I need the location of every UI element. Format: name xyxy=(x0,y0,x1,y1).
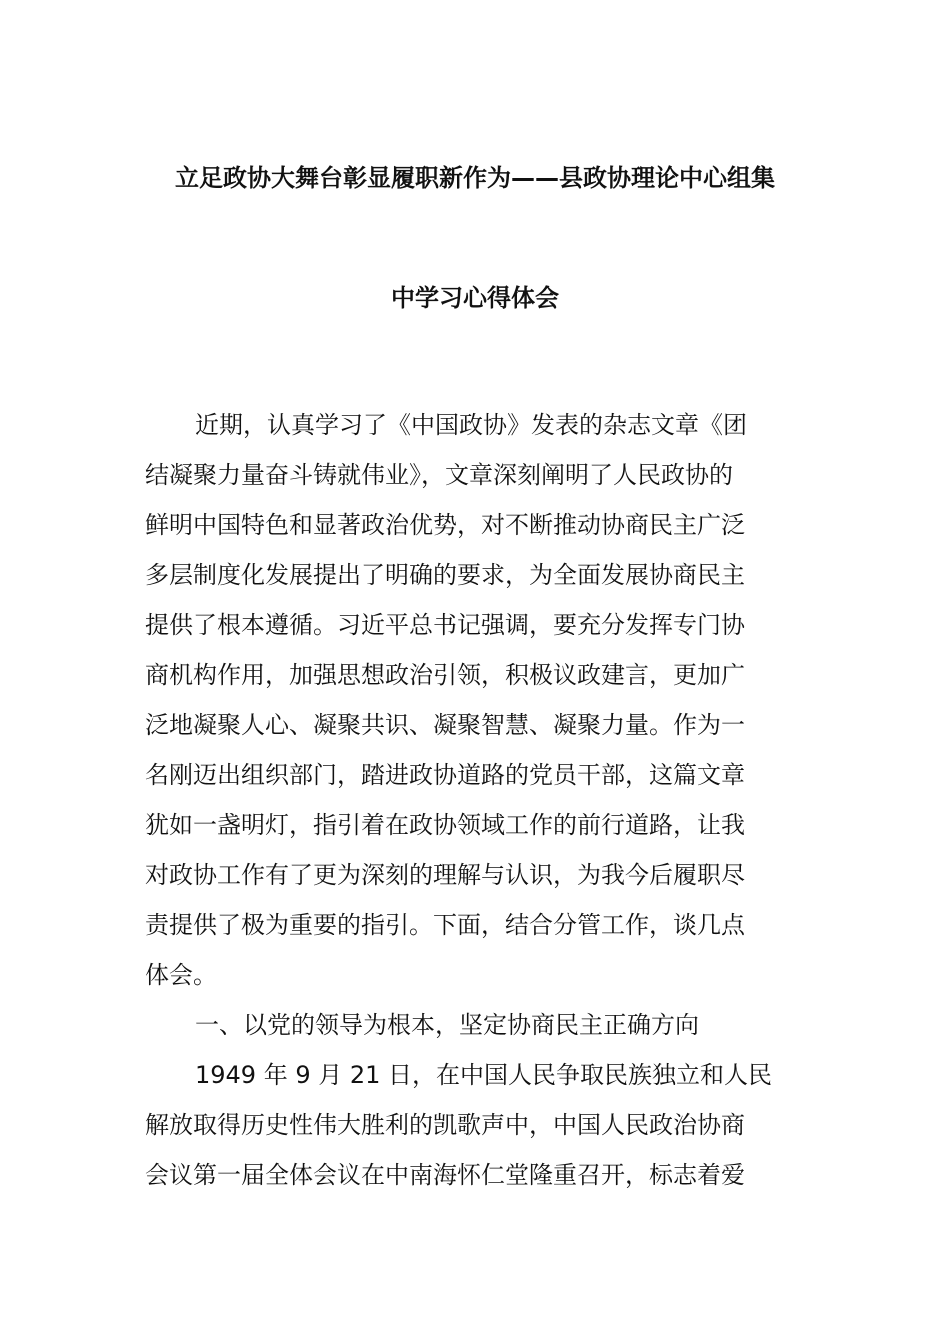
body-line: 名刚迈出组织部门，踏进政协道路的党员干部，这篇文章 xyxy=(145,761,745,789)
body-line: 提供了根本遵循。习近平总书记强调，要充分发挥专门协 xyxy=(145,611,745,639)
body-line: 多层制度化发展提出了明确的要求，为全面发展协商民主 xyxy=(145,561,745,589)
body-line: 犹如一盏明灯，指引着在政协领域工作的前行道路，让我 xyxy=(145,811,745,839)
body-line: 解放取得历史性伟大胜利的凯歌声中，中国人民政治协商 xyxy=(145,1111,745,1139)
document-body xyxy=(145,400,809,1200)
body-line: 泛地凝聚人心、凝聚共识、凝聚智慧、凝聚力量。作为一 xyxy=(145,711,745,739)
body-line: 结凝聚力量奋斗铸就伟业》，文章深刻阐明了人民政协的 xyxy=(145,461,733,489)
body-line: 体会。 xyxy=(145,961,217,989)
document-title-line-2: 中学习心得体会 xyxy=(391,284,559,312)
body-line: 对政协工作有了更为深刻的理解与认识，为我今后履职尽 xyxy=(145,861,745,889)
body-line: 会议第一届全体会议在中南海怀仁堂隆重召开，标志着爱 xyxy=(145,1161,745,1189)
body-line: 近期，认真学习了《中国政协》发表的杂志文章《团 xyxy=(195,411,747,439)
body-line: 商机构作用，加强思想政治引领，积极议政建言，更加广 xyxy=(145,661,745,689)
body-line: 1949 年 9 月 21 日，在中国人民争取民族独立和人民 xyxy=(195,1061,773,1089)
document-title-line-1: 立足政协大舞台彰显履职新作为——县政协理论中心组集 xyxy=(175,164,775,192)
section-heading: 一、以党的领导为根本，坚定协商民主正确方向 xyxy=(195,1011,699,1039)
body-line: 责提供了极为重要的指引。下面，结合分管工作，谈几点 xyxy=(145,911,745,939)
body-line: 鲜明中国特色和显著政治优势，对不断推动协商民主广泛 xyxy=(145,511,745,539)
